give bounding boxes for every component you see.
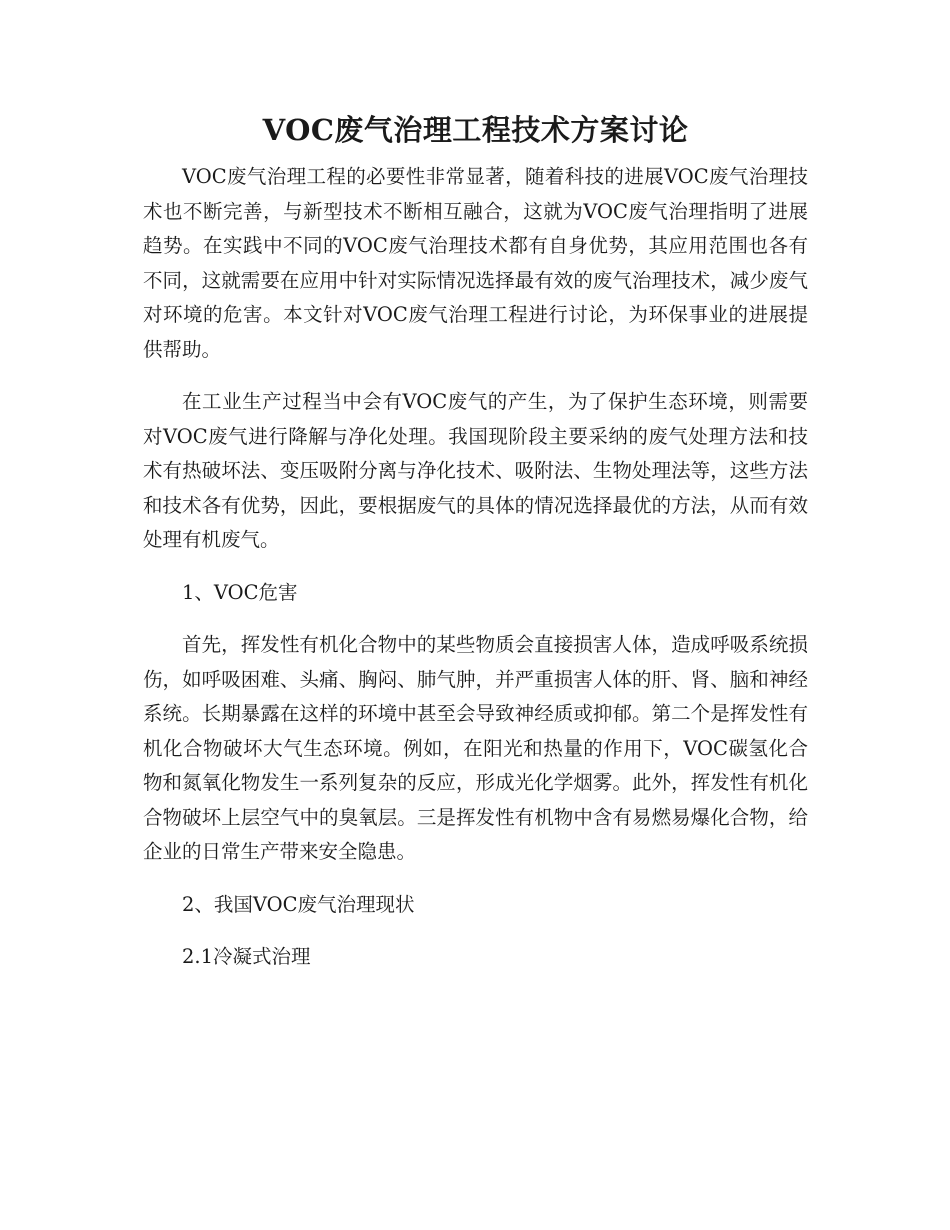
section-1-paragraph: 首先，挥发性有机化合物中的某些物质会直接损害人体，造成呼吸系统损伤，如呼吸困难、头痛、胸闷、肺气肿，并严重损害人体的肝、肾、脑和神经系统。长期暴露在这样的环境中甚至会导致神经质或抑郁。第二个是挥发性有机化合物破坏大气生态环境。例如，在阳光和热量的作用下，VOC碳氢化合物和氮氧化物发生一系列复杂的反应，形成光化学烟雾。此外，挥发性有机化合物破坏上层空气中的臭氧层。三是挥发性有机物中含有易燃易爆化合物，给企业的日常生产带来安全隐患。 (143, 633, 808, 863)
background-paragraph: 在工业生产过程当中会有VOC废气的产生，为了保护生态环境，则需要对VOC废气进行降解与净化处理。我国现阶段主要采纳的废气处理方法和技术有热破坏法、变压吸附分离与净化技术、吸附法、生物处理法等，这些方法和技术各有优势，因此，要根据废气的具体的情况选择最优的方法，从而有效处理有机废气。 (143, 390, 808, 551)
intro-paragraph: VOC废气治理工程的必要性非常显著，随着科技的进展VOC废气治理技术也不断完善，与新型技术不断相互融合，这就为VOC废气治理指明了进展趋势。在实践中不同的VOC废气治理技术都有自身优势，其应用范围也各有不同，这就需要在应用中针对实际情况选择最有效的废气治理技术，减少废气对环境的危害。本文针对VOC废气治理工程进行讨论，为环保事业的进展提供帮助。 (143, 165, 808, 361)
section-1-heading: 1、VOC危害 (182, 580, 298, 604)
document-title: VOC废气治理工程技术方案讨论 (262, 113, 689, 147)
document-page (143, 108, 808, 993)
section-2-heading: 2、我国VOC废气治理现状 (182, 892, 415, 916)
section-2-1-heading: 2.1冷凝式治理 (182, 945, 311, 968)
